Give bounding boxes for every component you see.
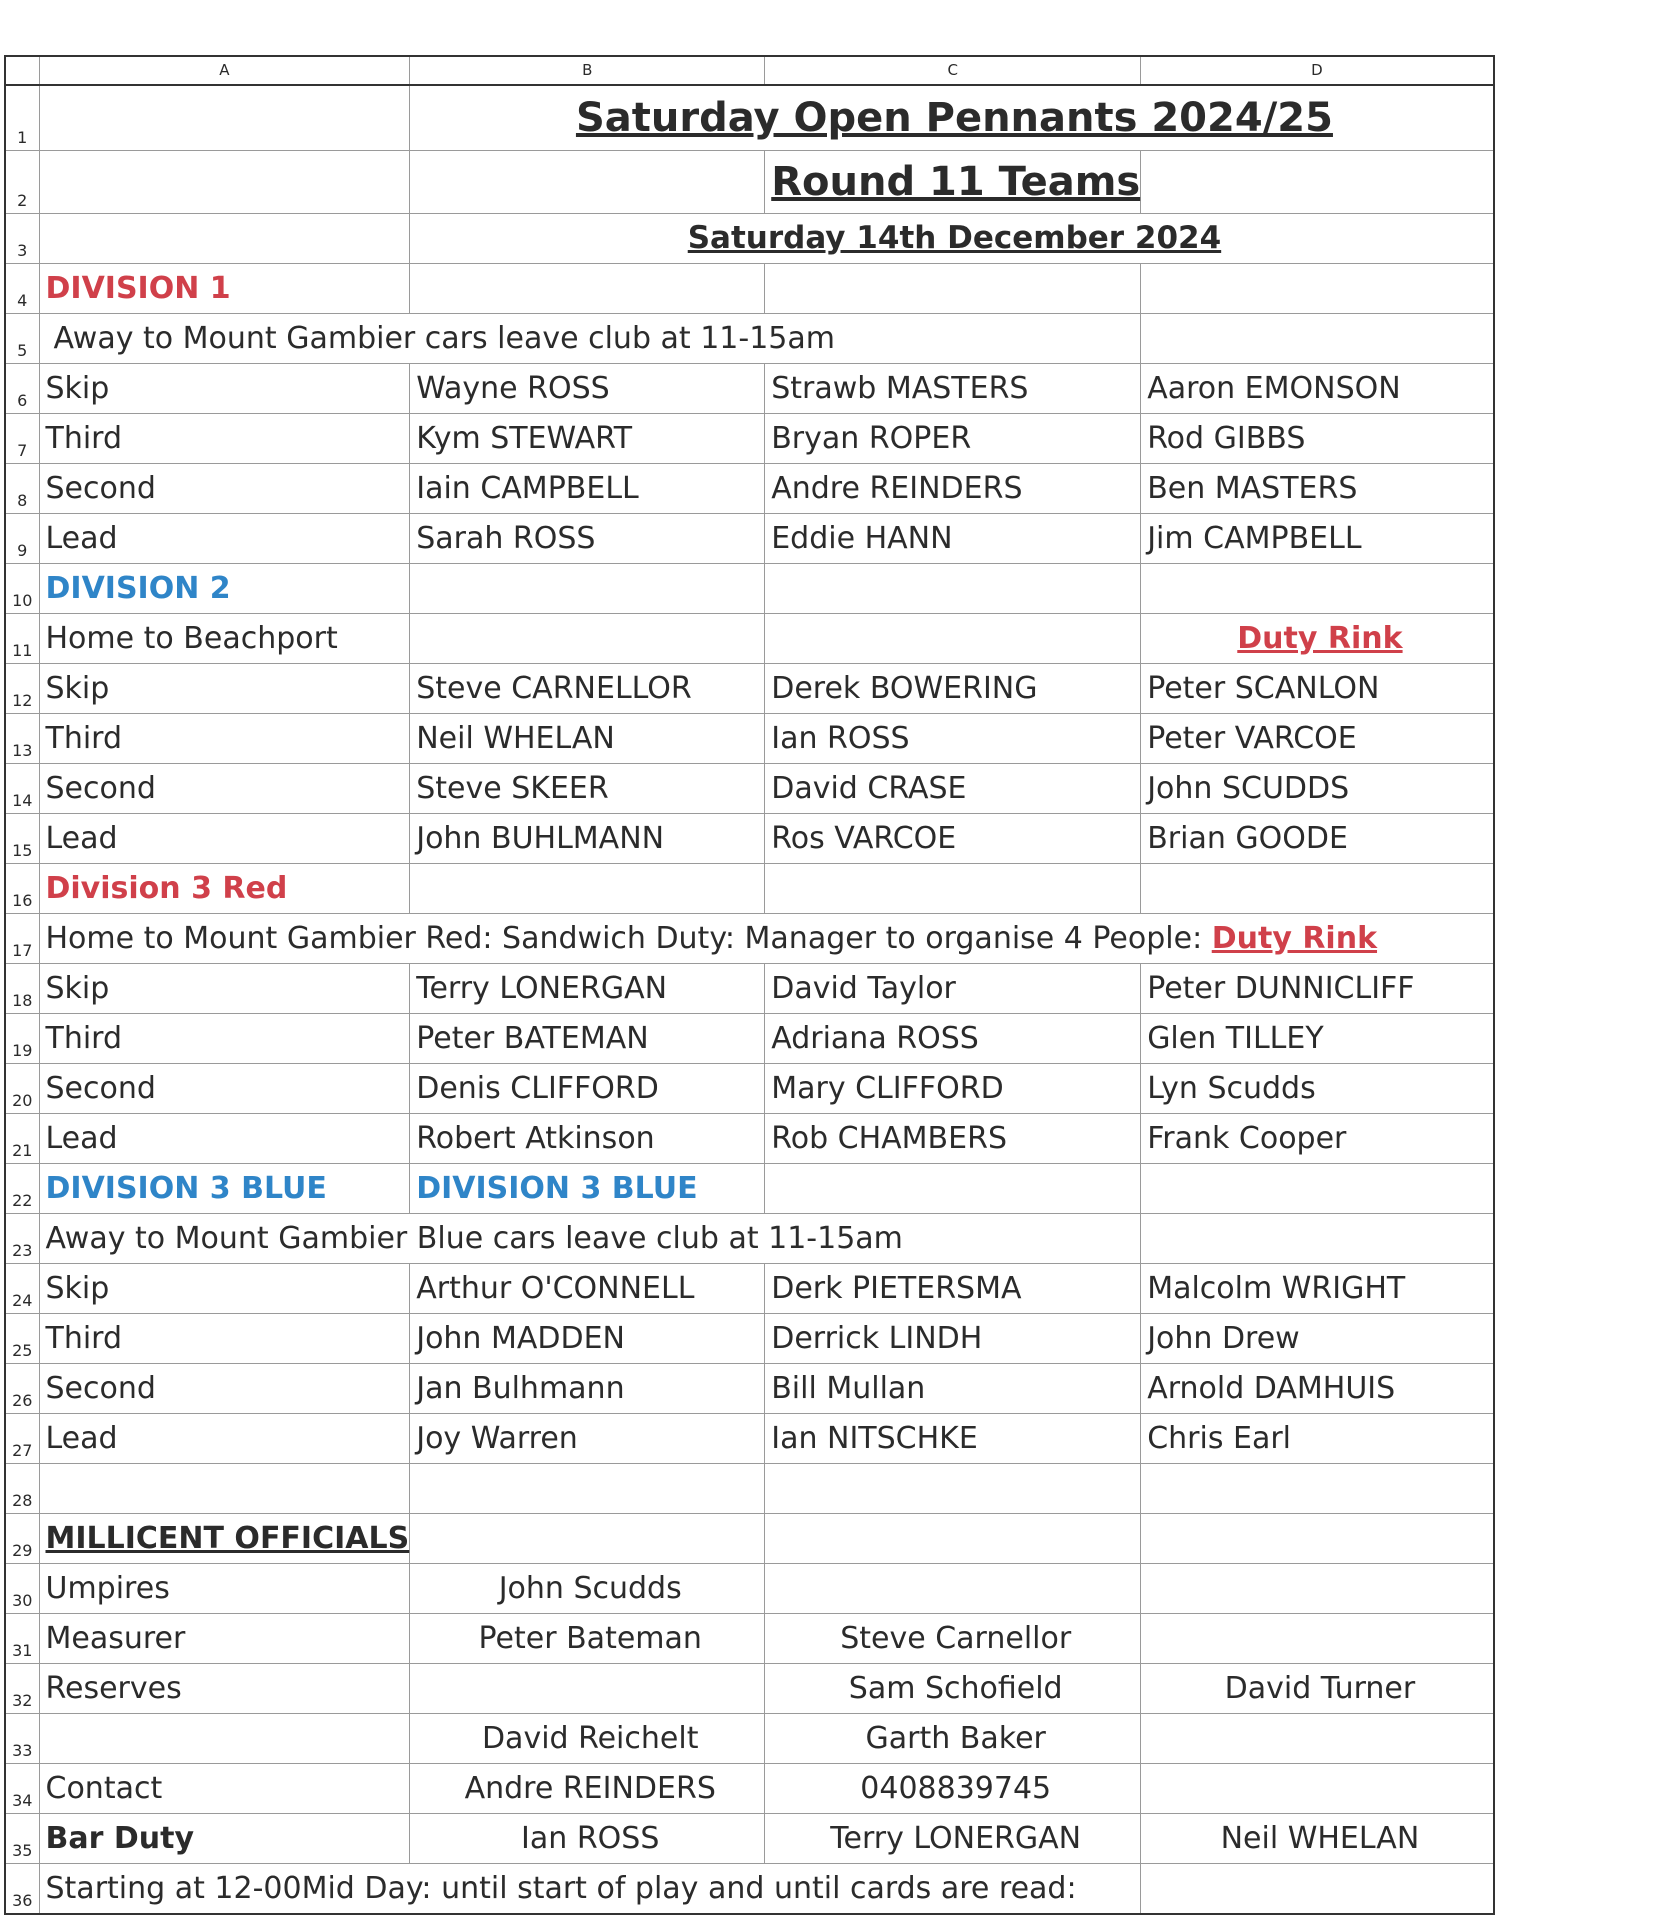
position-cell[interactable]: Lead xyxy=(39,1114,410,1164)
cell[interactable] xyxy=(39,151,410,214)
cell[interactable] xyxy=(1141,1164,1494,1214)
division-note[interactable]: Home to Beachport xyxy=(39,614,410,664)
player-cell[interactable]: Strawb MASTERS xyxy=(765,364,1141,414)
table-row xyxy=(5,1314,1494,1364)
position-cell[interactable]: Lead xyxy=(39,814,410,864)
cell[interactable] xyxy=(410,614,765,664)
row xyxy=(5,85,1494,151)
row-number[interactable]: 10 xyxy=(5,564,39,614)
row-number[interactable]: 19 xyxy=(5,1014,39,1064)
player-cell[interactable]: Peter VARCOE xyxy=(1141,714,1494,764)
official-cell[interactable]: John Scudds xyxy=(410,1564,765,1614)
column-header-a[interactable]: A xyxy=(39,56,410,85)
cell[interactable] xyxy=(39,1464,410,1514)
player-cell[interactable]: Derek BOWERING xyxy=(765,664,1141,714)
cell[interactable] xyxy=(39,85,410,151)
division-heading[interactable]: DIVISION 1 xyxy=(39,264,410,314)
division-note-row[interactable] xyxy=(39,914,1494,964)
player-cell[interactable]: Rod GIBBS xyxy=(1141,414,1494,464)
row-number[interactable]: 6 xyxy=(5,364,39,414)
cell[interactable] xyxy=(765,564,1141,614)
table-row xyxy=(5,1364,1494,1414)
row-number[interactable]: 4 xyxy=(5,264,39,314)
player-cell[interactable]: David CRASE xyxy=(765,764,1141,814)
official-cell[interactable]: David Reichelt xyxy=(410,1714,765,1764)
official-cell[interactable]: Garth Baker xyxy=(765,1714,1141,1764)
cell[interactable] xyxy=(1141,1464,1494,1514)
row-number[interactable]: 33 xyxy=(5,1714,39,1764)
position-cell[interactable]: Second xyxy=(39,764,410,814)
column-header-row xyxy=(5,56,1494,85)
player-cell[interactable]: David Taylor xyxy=(765,964,1141,1014)
player-cell[interactable]: Robert Atkinson xyxy=(410,1114,765,1164)
player-cell[interactable]: Jim CAMPBELL xyxy=(1141,514,1494,564)
row-number[interactable]: 1 xyxy=(5,85,39,151)
corner-cell[interactable] xyxy=(5,56,39,85)
cell[interactable] xyxy=(410,1664,765,1714)
cell[interactable] xyxy=(410,864,765,914)
position-cell[interactable]: Lead xyxy=(39,514,410,564)
role-label[interactable]: Measurer xyxy=(39,1614,410,1664)
official-cell[interactable]: Ian ROSS xyxy=(410,1814,765,1864)
position-cell[interactable]: Third xyxy=(39,714,410,764)
player-cell[interactable]: Glen TILLEY xyxy=(1141,1014,1494,1064)
player-cell[interactable]: Kym STEWART xyxy=(410,414,765,464)
row-number[interactable]: 29 xyxy=(5,1514,39,1564)
row xyxy=(5,864,1494,914)
official-cell[interactable]: Peter Bateman xyxy=(410,1614,765,1664)
player-cell[interactable]: Lyn Scudds xyxy=(1141,1064,1494,1114)
player-cell[interactable]: Bryan ROPER xyxy=(765,414,1141,464)
row-number[interactable]: 27 xyxy=(5,1414,39,1464)
cell[interactable] xyxy=(1141,264,1494,314)
division-note[interactable]: Away to Mount Gambier cars leave club at 11-15am xyxy=(39,314,1141,364)
row xyxy=(5,314,1494,364)
player-cell[interactable]: Rob CHAMBERS xyxy=(765,1114,1141,1164)
row xyxy=(5,1164,1494,1214)
row-number[interactable]: 26 xyxy=(5,1364,39,1414)
player-cell[interactable]: Terry LONERGAN xyxy=(410,964,765,1014)
player-cell[interactable]: Peter SCANLON xyxy=(1141,664,1494,714)
player-cell[interactable]: Aaron EMONSON xyxy=(1141,364,1494,414)
player-cell[interactable]: Bill Mullan xyxy=(765,1364,1141,1414)
table-row xyxy=(5,1564,1494,1614)
table-row xyxy=(5,1114,1494,1164)
row-number[interactable]: 28 xyxy=(5,1464,39,1514)
row-number[interactable]: 24 xyxy=(5,1264,39,1314)
table-row xyxy=(5,1614,1494,1664)
division-heading[interactable]: Division 3 Red xyxy=(39,864,410,914)
row-number[interactable]: 12 xyxy=(5,664,39,714)
row xyxy=(5,1214,1494,1264)
player-cell[interactable]: Adriana ROSS xyxy=(765,1014,1141,1064)
position-cell[interactable]: Second xyxy=(39,1364,410,1414)
table-row xyxy=(5,1414,1494,1464)
player-cell[interactable]: Denis CLIFFORD xyxy=(410,1064,765,1114)
table-row xyxy=(5,1714,1494,1764)
cell[interactable] xyxy=(765,1164,1141,1214)
position-cell[interactable]: Third xyxy=(39,1314,410,1364)
player-cell[interactable]: Ros VARCOE xyxy=(765,814,1141,864)
position-cell[interactable]: Third xyxy=(39,414,410,464)
cell[interactable] xyxy=(1141,151,1494,214)
position-cell[interactable]: Second xyxy=(39,1064,410,1114)
division-heading-duplicate[interactable]: DIVISION 3 BLUE xyxy=(410,1164,765,1214)
row xyxy=(5,1864,1494,1915)
official-cell[interactable]: Sam Schofield xyxy=(765,1664,1141,1714)
cell[interactable] xyxy=(765,864,1141,914)
player-cell[interactable]: Frank Cooper xyxy=(1141,1114,1494,1164)
column-header-c[interactable]: C xyxy=(765,56,1141,85)
table-row xyxy=(5,764,1494,814)
cell[interactable] xyxy=(1141,314,1494,364)
table-row xyxy=(5,414,1494,464)
row xyxy=(5,264,1494,314)
official-cell[interactable]: Neil WHELAN xyxy=(1141,1814,1494,1864)
player-cell[interactable]: Andre REINDERS xyxy=(765,464,1141,514)
row xyxy=(5,564,1494,614)
player-cell[interactable]: John BUHLMANN xyxy=(410,814,765,864)
cell[interactable] xyxy=(1141,564,1494,614)
table-row xyxy=(5,814,1494,864)
cell[interactable] xyxy=(765,614,1141,664)
cell[interactable] xyxy=(39,214,410,264)
division-heading[interactable]: DIVISION 2 xyxy=(39,564,410,614)
player-cell[interactable]: Chris Earl xyxy=(1141,1414,1494,1464)
column-header-b[interactable]: B xyxy=(410,56,765,85)
table-row xyxy=(5,664,1494,714)
table-row xyxy=(5,364,1494,414)
role-label[interactable]: Umpires xyxy=(39,1564,410,1614)
player-cell[interactable]: Brian GOODE xyxy=(1141,814,1494,864)
official-cell[interactable]: Andre REINDERS xyxy=(410,1764,765,1814)
cell[interactable] xyxy=(765,264,1141,314)
table-row xyxy=(5,1664,1494,1714)
cell[interactable] xyxy=(410,1464,765,1514)
column-header-d[interactable]: D xyxy=(1141,56,1494,85)
row-number[interactable]: 16 xyxy=(5,864,39,914)
player-cell[interactable]: Neil WHELAN xyxy=(410,714,765,764)
player-cell[interactable]: Jan Bulhmann xyxy=(410,1364,765,1414)
row-number[interactable]: 11 xyxy=(5,614,39,664)
cell[interactable] xyxy=(1141,1614,1494,1664)
table-row xyxy=(5,1264,1494,1314)
row-number[interactable]: 3 xyxy=(5,214,39,264)
row-number[interactable]: 5 xyxy=(5,314,39,364)
player-cell[interactable]: John MADDEN xyxy=(410,1314,765,1364)
cell[interactable] xyxy=(1141,1864,1494,1915)
cell[interactable] xyxy=(410,1514,765,1564)
player-cell[interactable]: Ian ROSS xyxy=(765,714,1141,764)
row-number[interactable]: 15 xyxy=(5,814,39,864)
cell[interactable] xyxy=(410,151,765,214)
row-number[interactable]: 8 xyxy=(5,464,39,514)
cell[interactable] xyxy=(1141,1714,1494,1764)
row-number[interactable]: 34 xyxy=(5,1764,39,1814)
cell[interactable] xyxy=(1141,1214,1494,1264)
table-row xyxy=(5,514,1494,564)
player-cell[interactable]: Ian NITSCHKE xyxy=(765,1414,1141,1464)
player-cell[interactable]: Eddie HANN xyxy=(765,514,1141,564)
player-cell[interactable]: Malcolm WRIGHT xyxy=(1141,1264,1494,1314)
role-label[interactable]: Reserves xyxy=(39,1664,410,1714)
table-row xyxy=(5,464,1494,514)
officials-heading[interactable]: MILLICENT OFFICIALS xyxy=(39,1514,410,1564)
cell[interactable] xyxy=(1141,1764,1494,1814)
row-number[interactable]: 18 xyxy=(5,964,39,1014)
player-cell[interactable]: Peter BATEMAN xyxy=(410,1014,765,1064)
row-number[interactable]: 36 xyxy=(5,1864,39,1915)
row-number[interactable]: 14 xyxy=(5,764,39,814)
event-date[interactable]: Saturday 14th December 2024 xyxy=(410,214,1494,264)
row-number[interactable]: 35 xyxy=(5,1814,39,1864)
round-title[interactable]: Round 11 Teams xyxy=(765,151,1141,214)
cell[interactable] xyxy=(1141,864,1494,914)
cell[interactable] xyxy=(765,1514,1141,1564)
row-number[interactable]: 22 xyxy=(5,1164,39,1214)
role-label[interactable]: Bar Duty xyxy=(39,1814,410,1864)
row-number[interactable]: 21 xyxy=(5,1114,39,1164)
player-cell[interactable]: John Drew xyxy=(1141,1314,1494,1364)
position-cell[interactable]: Skip xyxy=(39,664,410,714)
table-row xyxy=(5,714,1494,764)
cell[interactable] xyxy=(410,564,765,614)
cell[interactable] xyxy=(765,1464,1141,1514)
row-number[interactable]: 7 xyxy=(5,414,39,464)
row-number[interactable]: 25 xyxy=(5,1314,39,1364)
row-number[interactable]: 13 xyxy=(5,714,39,764)
official-cell[interactable]: Terry LONERGAN xyxy=(765,1814,1141,1864)
duty-rink-label[interactable]: Duty Rink xyxy=(1141,614,1494,664)
role-label[interactable]: Contact xyxy=(39,1764,410,1814)
player-cell[interactable]: Arthur O'CONNELL xyxy=(410,1264,765,1314)
player-cell[interactable]: Steve SKEER xyxy=(410,764,765,814)
player-cell[interactable]: Derk PIETERSMA xyxy=(765,1264,1141,1314)
row-number[interactable]: 32 xyxy=(5,1664,39,1714)
page-title[interactable]: Saturday Open Pennants 2024/25 xyxy=(410,85,1494,151)
position-cell[interactable]: Lead xyxy=(39,1414,410,1464)
row xyxy=(5,1464,1494,1514)
spreadsheet xyxy=(4,55,1495,1915)
player-cell[interactable]: Derrick LINDH xyxy=(765,1314,1141,1364)
duty-rink-label: Duty Rink xyxy=(1211,920,1378,956)
cell[interactable] xyxy=(39,1714,410,1764)
row-number[interactable]: 31 xyxy=(5,1614,39,1664)
bar-duty-note[interactable]: Starting at 12-00Mid Day: until start of play and until cards are read: xyxy=(39,1864,1141,1915)
division-heading[interactable]: DIVISION 3 BLUE xyxy=(39,1164,410,1214)
row-number[interactable]: 23 xyxy=(5,1214,39,1264)
player-cell[interactable]: Joy Warren xyxy=(410,1414,765,1464)
row xyxy=(5,151,1494,214)
player-cell[interactable]: Iain CAMPBELL xyxy=(410,464,765,514)
row-number[interactable]: 9 xyxy=(5,514,39,564)
division-note: Home to Mount Gambier Red: Sandwich Duty: Manager to organise 4 People: xyxy=(45,920,1203,956)
official-cell[interactable]: Steve Carnellor xyxy=(765,1614,1141,1664)
cell[interactable] xyxy=(1141,1514,1494,1564)
player-cell[interactable]: John SCUDDS xyxy=(1141,764,1494,814)
player-cell[interactable]: Ben MASTERS xyxy=(1141,464,1494,514)
player-cell[interactable]: Peter DUNNICLIFF xyxy=(1141,964,1494,1014)
table-row xyxy=(5,1814,1494,1864)
table-row xyxy=(5,1014,1494,1064)
official-cell[interactable]: David Turner xyxy=(1141,1664,1494,1714)
cell[interactable] xyxy=(1141,1564,1494,1614)
contact-phone[interactable]: 0408839745 xyxy=(765,1764,1141,1814)
row-number[interactable]: 20 xyxy=(5,1064,39,1114)
position-cell[interactable]: Third xyxy=(39,1014,410,1064)
position-cell[interactable]: Skip xyxy=(39,964,410,1014)
cell[interactable] xyxy=(765,1564,1141,1614)
player-cell[interactable]: Arnold DAMHUIS xyxy=(1141,1364,1494,1414)
row-number[interactable]: 17 xyxy=(5,914,39,964)
player-cell[interactable]: Steve CARNELLOR xyxy=(410,664,765,714)
row-number[interactable]: 30 xyxy=(5,1564,39,1614)
row xyxy=(5,914,1494,964)
cell[interactable] xyxy=(410,264,765,314)
table-row xyxy=(5,1064,1494,1114)
table-row xyxy=(5,964,1494,1014)
row xyxy=(5,214,1494,264)
position-cell[interactable]: Second xyxy=(39,464,410,514)
row-number[interactable]: 2 xyxy=(5,151,39,214)
row xyxy=(5,614,1494,664)
player-cell[interactable]: Wayne ROSS xyxy=(410,364,765,414)
player-cell[interactable]: Mary CLIFFORD xyxy=(765,1064,1141,1114)
player-cell[interactable]: Sarah ROSS xyxy=(410,514,765,564)
position-cell[interactable]: Skip xyxy=(39,364,410,414)
table-row xyxy=(5,1764,1494,1814)
position-cell[interactable]: Skip xyxy=(39,1264,410,1314)
division-note[interactable]: Away to Mount Gambier Blue cars leave club at 11-15am xyxy=(39,1214,1141,1264)
row xyxy=(5,1514,1494,1564)
